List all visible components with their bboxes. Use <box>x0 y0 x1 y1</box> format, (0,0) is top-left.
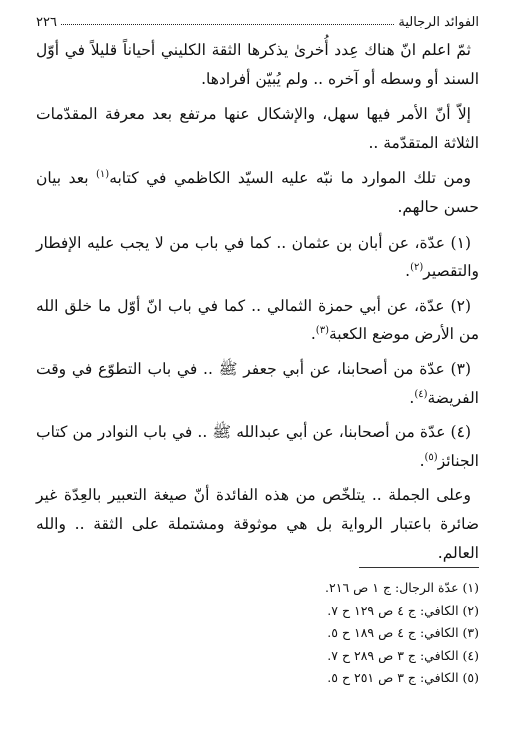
book-title: الفوائد الرجالية <box>398 15 479 30</box>
footnote: (٤) الكافي: ج ٣ ص ٢٨٩ ح ٧. <box>327 647 479 663</box>
list-item-text: (٣) عدّة من أصحابنا، عن أبي جعفر ﷺ .. في باب التطوّع في وقت الفريضة <box>36 359 479 407</box>
paragraph <box>36 164 479 221</box>
list-item: (٢) عدّة، عن أبي حمزة الثمالي .. كما في باب انّ أوّل ما خلق الله من الأرض موضع الكعبة$^{(٣)}$. <box>36 296 479 344</box>
list-item: (١) عدّة، عن أبان بن عثمان .. كما في باب من لا يجب عليه الإفطار والتقصير$^{(٢)}$. <box>36 233 479 281</box>
footnote: (٢) الكافي: ج ٤ ص ١٢٩ ح ٧. <box>327 602 479 618</box>
list-item: (٣) عدّة من أصحابنا، عن أبي جعفر ﷺ .. في باب التطوّع في وقت الفريضة$^{(٤)}$. <box>36 359 479 407</box>
footnote-divider <box>359 567 479 568</box>
footnote-ref: (٥) <box>424 451 438 463</box>
paragraph: إلاّ أنّ الأمر فيها سهل، والإشكال عنها مرتفع بعد معرفة المقدّمات الثلاثة المتقدّمة .. <box>36 105 479 152</box>
list-item-text: (١) عدّة، عن أبان بن عثمان .. كما في باب من لا يجب عليه الإفطار والتقصير <box>36 233 479 281</box>
paragraph-text: ومن تلك الموارد ما نبّه عليه السيّد الكاظمي في كتابه <box>109 169 471 188</box>
dot-leader <box>61 24 394 25</box>
list-item: (٤) عدّة من أصحابنا، عن أبي عبدالله ﷺ .. في باب النوادر من كتاب الجنائز$^{(٥)}$. <box>36 423 479 470</box>
main-text <box>36 36 479 574</box>
footnote-ref: (١) <box>96 169 110 181</box>
conclusion-paragraph: وعلى الجملة .. يتلخّص من هذه الفائدة أنّ صيغة التعبير بالعِدّة غير ضائرة باعتبار الرواية بل هي موثوقة ومشتملة على الثقة .. والله العالم. <box>36 486 479 562</box>
paragraph: ثمّ اعلم انّ هناك عِدد أُخرىٰ يذكرها الثقة الكليني أحياناً قليلاً في أوّل السند أو وسطه أو آخره .. ولم يُبيّن أفرادها. <box>36 41 479 88</box>
footnotes <box>36 577 479 690</box>
running-header <box>36 10 479 30</box>
footnote: (٣) الكافي: ج ٤ ص ١٨٩ ح ٥. <box>327 625 479 640</box>
footnote-ref: (٢) <box>410 262 424 273</box>
footnote: (١) عدّة الرجال: ج ١ ص ٢١٦. <box>325 580 479 595</box>
paragraph-tail: بعد بيان حسن حالهم. <box>36 169 479 216</box>
list-item-text: (٢) عدّة، عن أبي حمزة الثمالي .. كما في باب انّ أوّل ما خلق الله من الأرض موضع الكعبة <box>36 296 479 344</box>
page-number: ٢٢٦ <box>36 15 57 30</box>
footnote-ref: (٣) <box>315 325 329 337</box>
footnote-ref: (٤) <box>414 388 428 400</box>
list-item-text: (٤) عدّة من أصحابنا، عن أبي عبدالله ﷺ .. في باب النوادر من كتاب الجنائز <box>36 423 479 470</box>
footnote: (٥) الكافي: ج ٣ ص ٢٥١ ح ٥. <box>327 670 479 685</box>
